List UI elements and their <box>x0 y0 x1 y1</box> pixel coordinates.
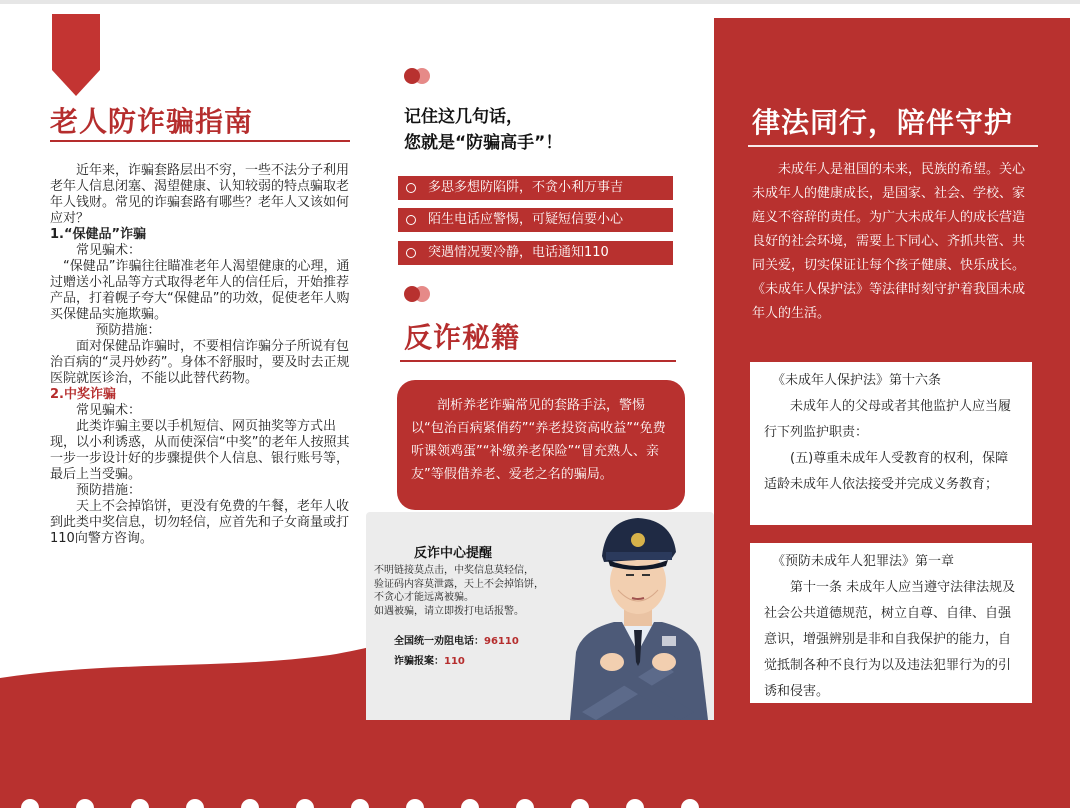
bullet-ring-icon <box>406 183 416 193</box>
law-box-1 <box>750 362 1032 525</box>
right-title-underline <box>748 145 1038 147</box>
reminder-card <box>366 512 714 720</box>
top-border <box>0 0 1080 4</box>
law-box-2-p1: 第十一条 未成年人应当遵守法律法规及社会公共道德规范，树立自尊、自律、自强意识，增强辨别是非和自我保护的能力，自觉抵制各种不良行为以及违法犯罪行为的引诱和侵害。 <box>764 580 1016 699</box>
secret-title: 反诈秘籍 <box>404 321 521 354</box>
law-box-2-title: 《预防未成年人犯罪法》第一章 <box>772 554 955 569</box>
report-number: 110 <box>444 656 465 667</box>
hotline <box>394 632 519 647</box>
tip-item: 陌生电话应警惕，可疑短信要小心 <box>398 208 673 232</box>
decor-dots-1 <box>404 68 430 84</box>
bullet-ring-icon <box>406 215 416 225</box>
secret-underline <box>400 360 676 362</box>
sec1-label1: 常见骗术： <box>76 243 142 258</box>
left-title-underline <box>50 140 350 142</box>
sec2-label1: 常见骗术： <box>76 403 142 418</box>
bookmark-ribbon <box>52 14 100 96</box>
law-box-1-title: 《未成年人保护法》第十六条 <box>772 373 942 388</box>
reminder-title: 反诈中心提醒 <box>414 546 493 561</box>
sec2-heading: 2.中奖诈骗 <box>50 387 116 402</box>
remember-line2: 您就是“防骗高手”！ <box>404 133 563 153</box>
sec2-label2: 预防措施： <box>76 483 142 498</box>
left-title: 老人防诈骗指南 <box>50 105 254 138</box>
left-body <box>50 163 350 547</box>
remember-line1: 记住这几句话， <box>404 107 523 127</box>
secret-text: 剖析养老诈骗常见的套路手法，警惕以“包治百病紧俏药”“养老投资高收益”“免费听课领鸡蛋”“补缴养老保险”“冒充熟人、亲友”等假借养老、爱老之名的骗局。 <box>411 398 666 482</box>
law-box-1-p1: 未成年人的父母或者其他监护人应当履行下列监护职责： <box>764 399 1012 440</box>
reminder-line: 不明链接莫点击，中奖信息莫轻信， <box>374 565 534 576</box>
police-officer-illustration <box>562 512 714 720</box>
law-box-1-p2: (五)尊重未成年人受教育的权利，保障适龄未成年人依法接受并完成义务教育； <box>764 451 1009 492</box>
reminder-line: 如遇被骗，请立即拨打电话报警。 <box>374 605 524 617</box>
left-intro: 近年来，诈骗套路层出不穷，一些不法分子利用老年人信息闭塞、渴望健康、认知较弱的特点骗取老年人钱财。常见的诈骗套路有哪些？老年人又该如何应对？ <box>50 163 350 226</box>
decor-dots-2 <box>404 286 430 302</box>
report <box>394 652 465 667</box>
hotline-label: 全国统一劝阻电话： <box>394 636 484 647</box>
sec1-text2: 面对保健品诈骗时，不要相信诈骗分子所说有包治百病的“灵丹妙药”。身体不舒服时，要及时去正规医院就医诊治，不能以此替代药物。 <box>50 339 350 386</box>
secret-box <box>397 380 685 510</box>
tip-item: 突遇情况要冷静，电话通知110 <box>398 241 673 265</box>
law-box-2 <box>750 543 1032 703</box>
sec2-text2: 天上不会掉馅饼，更没有免费的午餐，老年人收到此类中奖信息，切勿轻信，应首先和子女商量或打110向警方咨询。 <box>50 499 350 546</box>
sec1-heading: 1.“保健品”诈骗 <box>50 227 147 242</box>
sec1-label2: 预防措施： <box>95 323 161 338</box>
sec1-text1: “保健品”诈骗往往瞄准老年人渴望健康的心理，通过赠送小礼品等方式取得老年人的信任后，开始推荐产品，打着幌子夸大“保健品”的功效，促使老年人购买保健品实施欺骗。 <box>50 259 350 322</box>
report-label: 诈骗报案： <box>394 656 444 667</box>
tip-item: 多思多想防陷阱，不贪小利万事吉 <box>398 176 673 200</box>
reminder-lines <box>374 564 544 618</box>
remember-heading <box>404 104 562 156</box>
right-intro: 未成年人是祖国的未来，民族的希望。关心未成年人的健康成长，是国家、社会、学校、家庭义不容辞的责任。为广大未成年人的成长营造良好的社会环境，需要上下同心、齐抓共管、共同关爱，切实保证让每个孩子健康、快乐成长。《未成年人保护法》等法律时刻守护着我国未成年人的生活。 <box>752 162 1026 321</box>
right-title: 律法同行，陪伴守护 <box>752 106 1014 139</box>
sec2-text1: 此类诈骗主要以手机短信、网页抽奖等方式出现，以小利诱惑，从而使深信“中奖”的老年人按照其一步一步设计好的步骤提供个人信息、银行账号等，最后上当受骗。 <box>50 419 350 482</box>
reminder-line: 不贪心才能远离被骗。 <box>374 592 474 603</box>
reminder-line: 验证码内容莫泄露，天上不会掉馅饼， <box>374 578 544 590</box>
bullet-ring-icon <box>406 248 416 258</box>
hotline-number: 96110 <box>484 636 519 647</box>
